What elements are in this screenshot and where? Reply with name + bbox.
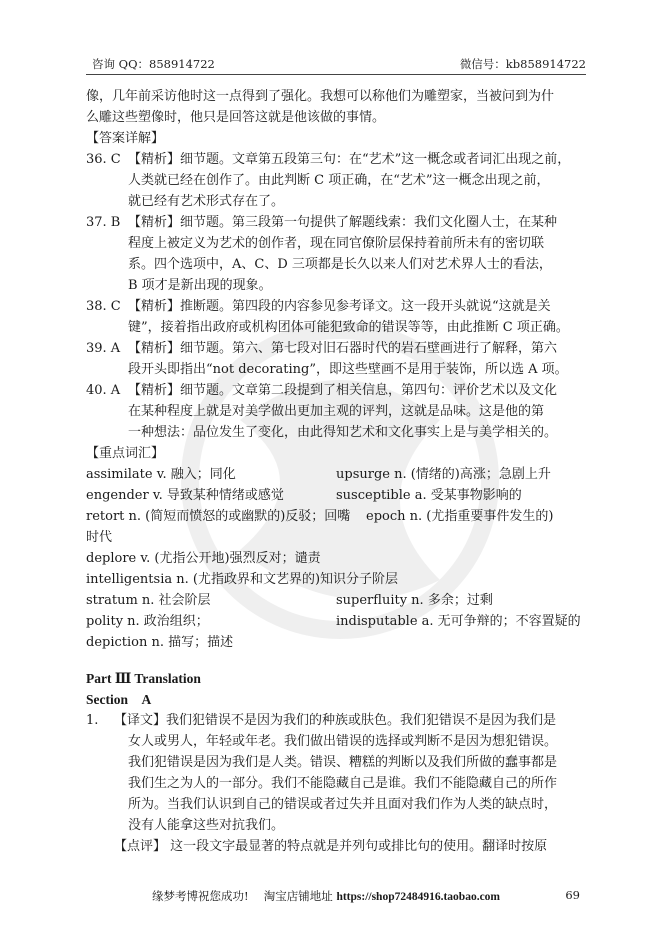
answer-line: 【精析】推断题。第四段的内容参见参考译文。这一段开头就说“这就是关 bbox=[128, 299, 551, 314]
header-divider bbox=[86, 74, 586, 75]
answer-line: 【精析】细节题。第六、第七段对旧石器时代的岩石壁画进行了解释，第六 bbox=[128, 341, 558, 356]
header-qq: 咨询 QQ：858914722 bbox=[92, 57, 215, 71]
translation-number: 1. bbox=[86, 713, 99, 728]
translation-line: 所为。当我们认识到自己的错误或者过失并且面对我们作为人类的缺点时， bbox=[128, 797, 558, 812]
answer-number: 39. A bbox=[86, 341, 121, 356]
vocab-entry: retort n. (简短而愤怒的或幽默的)反驳；回嘴 bbox=[86, 509, 351, 524]
answer-line: 【精析】细节题。第三段第一句提供了解题线索：我们文化圈人士，在某种 bbox=[128, 215, 558, 230]
answer-item bbox=[86, 212, 588, 296]
footer-slogan: 缘梦考博祝您成功! 淘宝店铺地址 bbox=[152, 889, 337, 903]
intro-line-1: 像，几年前采访他时这一点得到了强化。我想可以称他们为雕塑家，当被问到为什 bbox=[86, 89, 555, 104]
vocab-entry: depiction n. 描写；描述 bbox=[86, 635, 234, 650]
answer-line: 【精析】细节题。文章第二段提到了相关信息，第四句：评价艺术以及文化 bbox=[128, 383, 558, 398]
vocab-entry: engender v. 导致某种情绪或感觉 bbox=[86, 488, 284, 503]
answer-item bbox=[86, 296, 588, 338]
vocab-row bbox=[86, 632, 588, 653]
vocab-entry: upsurge n. (情绪的)高涨；急剧上升 bbox=[336, 467, 551, 482]
answer-line: 程度上被定义为艺术的创作者，现在同官僚阶层保持着前所未有的密切联 bbox=[128, 236, 545, 251]
translation-line: 我们生之为人的一部分。我们不能隐藏自己是谁。我们不能隐藏自己的所作 bbox=[128, 776, 558, 791]
translation-line: 我们犯错误是因为我们是人类。错误、糟糕的判断以及我们所做的蠢事都是 bbox=[128, 755, 558, 770]
answer-line: 【精析】细节题。文章第五段第三句：在“艺术”这一概念或者词汇出现之前， bbox=[128, 152, 571, 167]
part-title: Part Ⅲ Translation bbox=[86, 671, 201, 686]
vocab-entry: stratum n. 社会阶层 bbox=[86, 593, 211, 608]
footer-text bbox=[152, 888, 500, 904]
page-footer bbox=[86, 888, 586, 906]
answer-number: 38. C bbox=[86, 299, 121, 314]
answer-line: 系。四个选项中，A、C、D 三项都是长久以来人们对艺术界人士的看法， bbox=[128, 257, 552, 272]
answer-item bbox=[86, 149, 588, 212]
vocab-row bbox=[86, 548, 588, 569]
answer-number: 40. A bbox=[86, 383, 121, 398]
vocab-row bbox=[86, 485, 588, 506]
vocab-entry: epoch n. (尤指重要事件发生的) bbox=[366, 509, 554, 524]
vocab-row bbox=[86, 611, 588, 632]
answer-line: 在某种程度上就是对美学做出更加主观的评判，这就是品味。这是他的第 bbox=[128, 404, 545, 419]
vocab-entry: susceptible a. 受某事物影响的 bbox=[336, 488, 522, 503]
vocab-entry-continuation: 时代 bbox=[86, 530, 113, 545]
answer-line: B 项才是新出现的现象。 bbox=[128, 278, 272, 293]
header-wechat: 微信号：kb858914722 bbox=[459, 57, 586, 71]
answer-number: 36. C bbox=[86, 152, 121, 167]
answers-heading: 【答案详解】 bbox=[86, 131, 165, 146]
page-number: 69 bbox=[565, 888, 580, 902]
answer-line: 段开头即指出“not decorating”，即这些壁画不是用于装饰，所以选 A 项。 bbox=[128, 362, 568, 377]
vocab-row bbox=[86, 506, 588, 548]
translation-item bbox=[86, 710, 588, 836]
vocab-entry: indisputable a. 无可争辩的；不容置疑的 bbox=[336, 614, 581, 629]
vocab-entry: intelligentsia n. (尤指政界和文艺界的)知识分子阶层 bbox=[86, 572, 399, 587]
vocab-row bbox=[86, 590, 588, 611]
vocab-entry: polity n. 政治组织； bbox=[86, 614, 209, 629]
vocab-entry: superfluity n. 多余；过剩 bbox=[336, 593, 493, 608]
comment-line: 【点评】 这一段文字最显著的特点就是并列句或排比句的使用。翻译时按原 bbox=[114, 839, 548, 854]
answer-item bbox=[86, 338, 588, 380]
vocab-entry: deplore v. (尤指公开地)强烈反对；谴责 bbox=[86, 551, 321, 566]
answer-number: 37. B bbox=[86, 215, 121, 230]
answer-line: 就已经有艺术形式存在了。 bbox=[128, 194, 285, 209]
translation-line: 女人或男人，年轻或年老。我们做出错误的选择或判断不是因为想犯错误。 bbox=[128, 734, 558, 749]
answer-item bbox=[86, 380, 588, 443]
footer-shop-link[interactable]: https://shop72484916.taobao.com bbox=[336, 891, 501, 903]
vocab-list bbox=[86, 464, 588, 653]
answer-line: 人类就已经在创作了。由此判断 C 项正确，在“艺术”这一概念出现之前， bbox=[128, 173, 550, 188]
vocab-heading: 【重点词汇】 bbox=[86, 446, 165, 461]
vocab-row bbox=[86, 569, 588, 590]
vocab-row bbox=[86, 464, 588, 485]
page-header bbox=[86, 56, 586, 74]
main-content bbox=[86, 86, 588, 857]
translation-line: 没有人能拿这些对抗我们。 bbox=[128, 818, 285, 833]
intro-line-2: 么雕这些塑像时，他只是回答这就是他该做的事情。 bbox=[86, 110, 386, 125]
vocab-entry: assimilate v. 融入；同化 bbox=[86, 467, 236, 482]
section-title: Section A bbox=[86, 692, 152, 707]
translation-line: 【译文】我们犯错误不是因为我们的种族或肤色。我们犯错误不是因为我们是 bbox=[114, 713, 557, 728]
answer-line: 一种想法：品位发生了变化，由此得知艺术和文化事实上是与美学相关的。 bbox=[128, 425, 558, 440]
answer-line: 键”，接着指出政府或机构团体可能犯致命的错误等等，由此推断 C 项正确。 bbox=[128, 320, 569, 335]
